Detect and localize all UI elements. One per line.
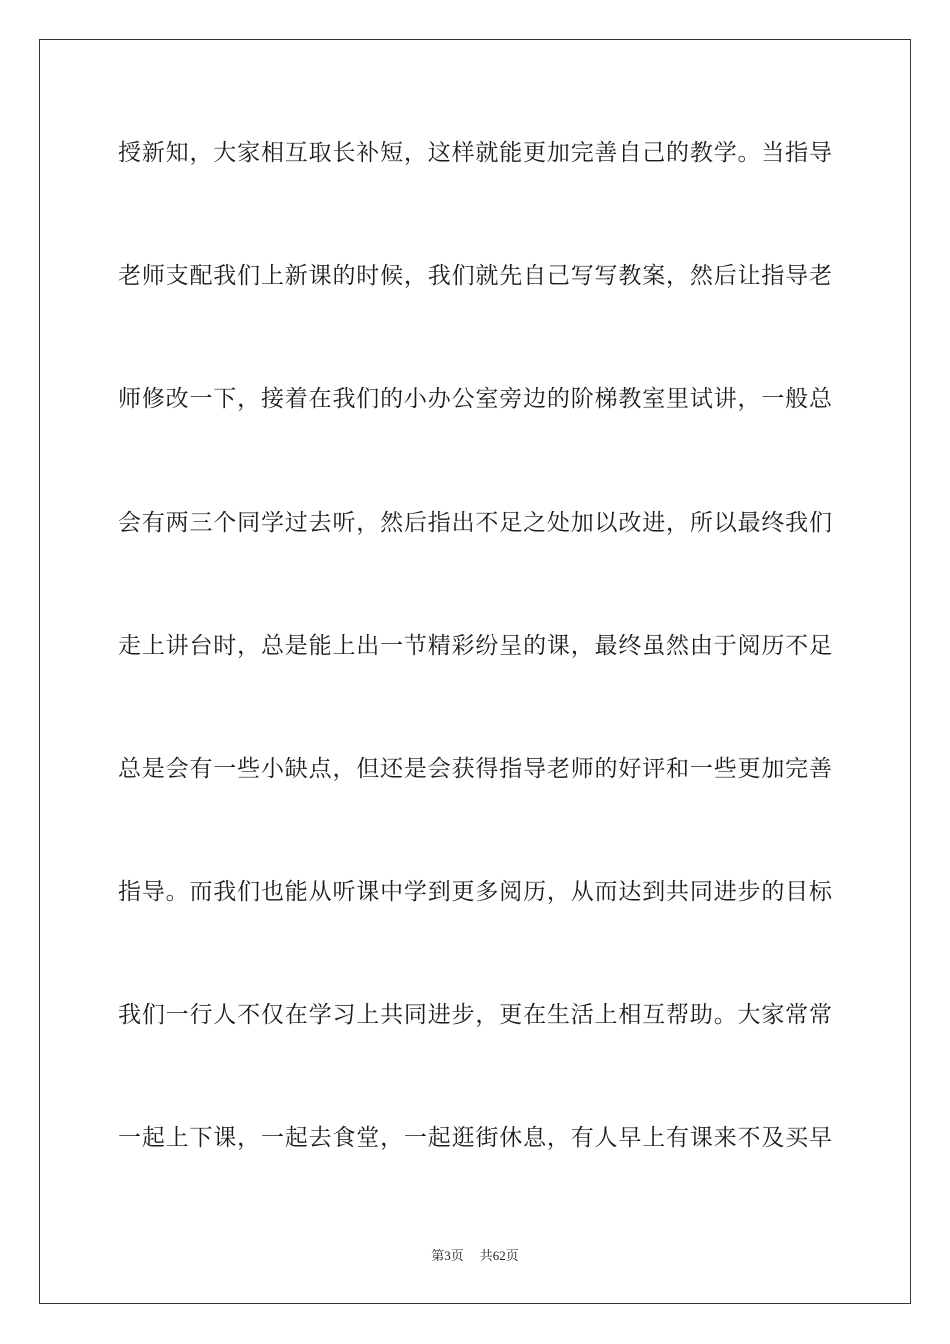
page-number: 第3页 bbox=[431, 1248, 464, 1263]
page-footer bbox=[0, 1247, 950, 1265]
text-line: 会有两三个同学过去听，然后指出不足之处加以改进，所以最终我们 bbox=[118, 510, 832, 536]
page-border bbox=[39, 39, 911, 1304]
text-line: 一起上下课，一起去食堂，一起逛街休息，有人早上有课来不及买早 bbox=[118, 1125, 832, 1151]
text-line: 我们一行人不仅在学习上共同进步，更在生活上相互帮助。大家常常 bbox=[118, 1002, 832, 1028]
text-line: 总是会有一些小缺点，但还是会获得指导老师的好评和一些更加完善 bbox=[118, 756, 832, 782]
text-line: 授新知，大家相互取长补短，这样就能更加完善自己的教学。当指导 bbox=[118, 140, 832, 166]
text-line: 师修改一下，接着在我们的小办公室旁边的阶梯教室里试讲，一般总 bbox=[118, 386, 832, 412]
page-total: 共62页 bbox=[479, 1248, 519, 1263]
text-line: 指导。而我们也能从听课中学到更多阅历，从而达到共同进步的目标 bbox=[118, 879, 832, 905]
text-line: 走上讲台时，总是能上出一节精彩纷呈的课，最终虽然由于阅历不足 bbox=[118, 633, 832, 659]
text-line: 老师支配我们上新课的时候，我们就先自己写写教案，然后让指导老 bbox=[118, 263, 832, 289]
